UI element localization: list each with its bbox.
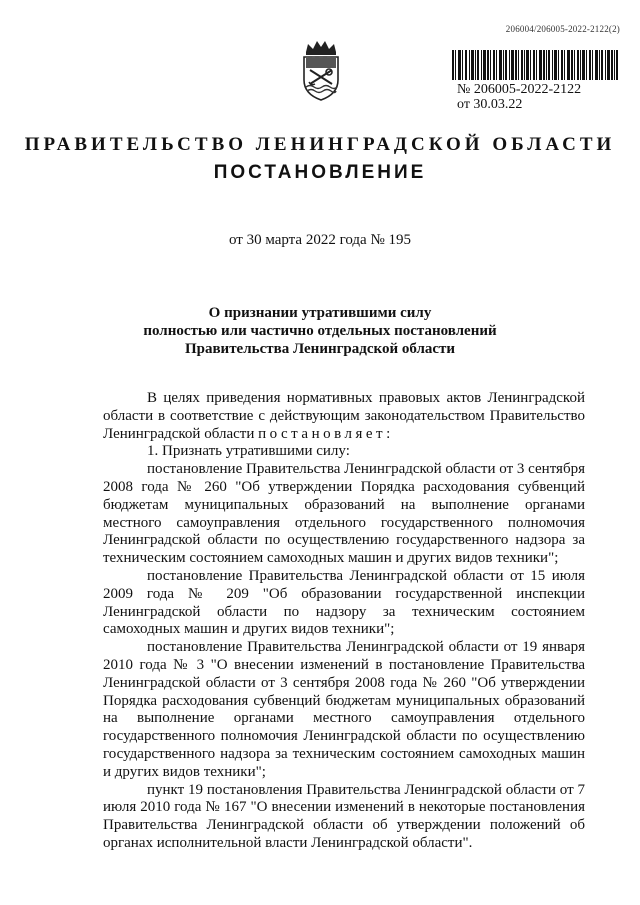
preamble-end: : [386, 425, 391, 442]
repealed-act-paragraph: постановление Правительства Ленинградской области от 19 января 2010 года № 3 "О внесении изменений в постановление Правительства Ленинградской области от 3 сентября 2008 года № 260 "Об утверждении Порядка расходования субвенций бюджетам муниципальных образований на выполнение органами местного самоуправления отдельного государственного полномочия Ленинградской области по осуществлению государственного надзора за техническим состоянием самоходных машин и других видов техники"; [103, 639, 585, 780]
repealed-act-paragraph: постановление Правительства Ленинградской области от 3 сентября 2008 года № 260 "Об утверждении Порядка расходования субвенций бюджетам муниципальных образований на выполнение органами местного самоуправления отдельного государственного полномочия Ленинградской области по осуществлению государственного надзора за техническим состоянием самоходных машин и других видов техники"; [103, 461, 585, 567]
resolution-keyword: постановляет [258, 425, 387, 442]
repealed-act-paragraph: пункт 19 постановления Правительства Ленинградской области от 7 июля 2010 года № 167 "О внесении изменений в некоторые постановления Правительства Ленинградской области об утверждении положений об органах исполнительной власти Ленинградской области". [103, 781, 585, 851]
repealed-act-paragraph: постановление Правительства Ленинградской области от 15 июля 2009 года № 209 "Об образовании государственной инспекции Ленинградской области по надзору за техническим состоянием самоходных машин и других видов техники"; [103, 567, 585, 638]
preamble-paragraph [103, 390, 585, 443]
document-body [103, 390, 585, 853]
leningrad-oblast-emblem-icon [296, 38, 346, 102]
document-title-line: полностью или частично отдельных постановлений [143, 323, 497, 339]
organization-title: ПРАВИТЕЛЬСТВО ЛЕНИНГРАДСКОЙ ОБЛАСТИ [24, 134, 616, 155]
document-title [0, 304, 640, 358]
document-code: 206004/206005-2022-2122(2) [505, 24, 620, 34]
barcode [452, 50, 618, 80]
document-title-line: Правительства Ленинградской области [184, 341, 456, 357]
document-type-heading: ПОСТАНОВЛЕНИЕ [213, 162, 427, 183]
registration-date: от 30.03.22 [457, 97, 523, 112]
preamble-text: В целях приведения нормативных правовых актов Ленинградской области в соответствие с действующим законодательством Правительство Ленинградской области [103, 390, 585, 442]
item-1-paragraph: 1. Признать утратившими силу: [147, 443, 350, 460]
registration-number: № 206005-2022-2122 [457, 82, 582, 97]
document-date-number: от 30 марта 2022 года № 195 [228, 232, 412, 248]
document-title-line: О признании утратившими силу [208, 305, 432, 321]
